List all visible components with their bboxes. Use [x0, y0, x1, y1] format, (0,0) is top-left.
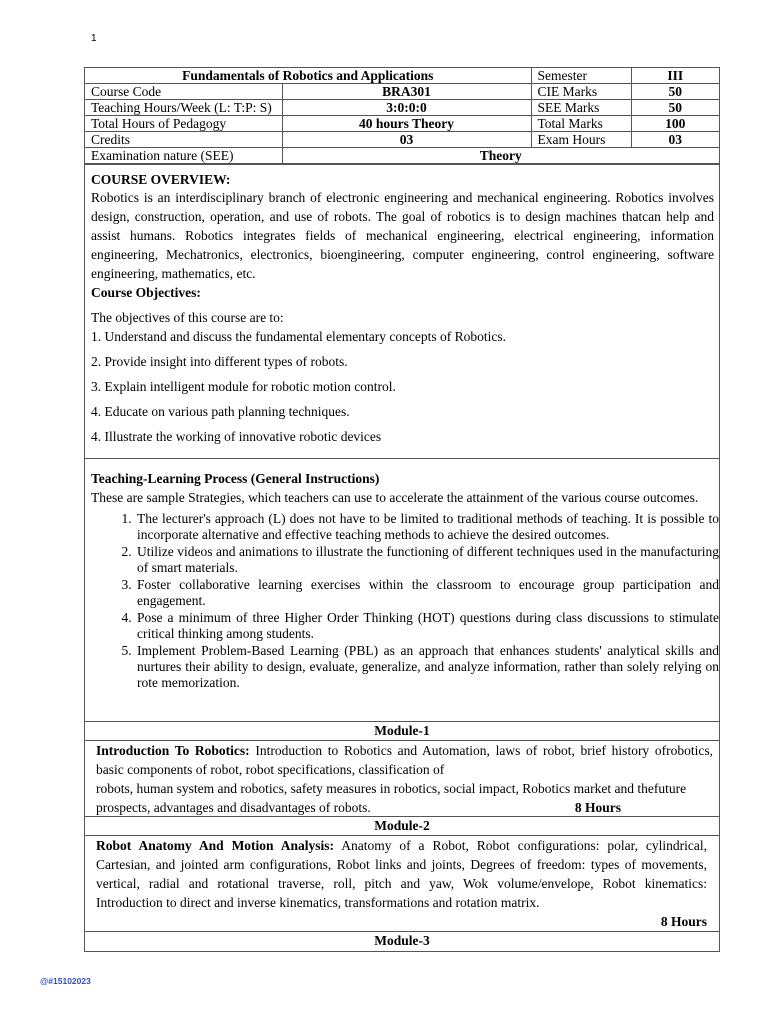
- cie-marks-value: 50: [631, 84, 719, 100]
- course-overview-section: [85, 164, 719, 458]
- objective-item: 3. Explain intelligent module for robotic motion control.: [91, 379, 396, 394]
- credits-label: Credits: [85, 132, 282, 148]
- pedagogy-hours-label: Total Hours of Pedagogy: [85, 116, 282, 132]
- module-1-heading: Module-1: [85, 721, 719, 741]
- module-3-heading: Module-3: [85, 931, 719, 950]
- exam-hours-value: 03: [631, 132, 719, 148]
- teaching-hours-value: 3:0:0:0: [282, 100, 531, 116]
- teaching-heading: Teaching-Learning Process (General Instructions): [91, 471, 380, 486]
- objectives-intro: The objectives of this course are to:: [91, 310, 284, 325]
- objective-item: 4. Illustrate the working of innovative robotic devices: [91, 429, 382, 444]
- total-marks-value: 100: [631, 116, 719, 132]
- module-2-content: [85, 836, 719, 931]
- teaching-learning-section: [85, 458, 719, 721]
- semester-value: III: [631, 68, 719, 84]
- strategy-item: 5. Implement Problem-Based Learning (PBL) as an approach that enhances students' analytical skills and nurtures their ability to design, evaluate, generalize, and analyze information, rather than solely relying on rote memorization.: [135, 643, 719, 691]
- module-2-heading: Module-2: [85, 816, 719, 836]
- pedagogy-hours-value: 40 hours Theory: [282, 116, 531, 132]
- syllabus-box: [84, 67, 720, 952]
- strategy-item: 2. Utilize videos and animations to illustrate the functioning of different techniques used in the manufacturing of smart materials.: [135, 544, 719, 576]
- strategy-item: 3. Foster collaborative learning exercises within the classroom to encourage group participation and engagement.: [135, 577, 719, 609]
- course-code-label: Course Code: [85, 84, 282, 100]
- footer-code: @#15102023: [40, 976, 91, 986]
- module-2-topic: Robot Anatomy And Motion Analysis:: [96, 838, 335, 853]
- cie-marks-label: CIE Marks: [531, 84, 631, 100]
- overview-heading: COURSE OVERVIEW:: [91, 172, 231, 187]
- objective-item: 4. Educate on various path planning techniques.: [91, 404, 350, 419]
- see-marks-value: 50: [631, 100, 719, 116]
- overview-text: Robotics is an interdisciplinary branch of electronic engineering and mechanical engineering. Robotics involves design, construction, operation, and use of robots. The goal of robotics is to design machines thatcan help and assist humans. Robotics integrates fields of mechanical engineering, electrical engineering, information engineering, Mechatronics, electronics, bioengineering, computer engineering, control engineering, software engineering, mathematics, etc.: [91, 190, 714, 281]
- exam-hours-label: Exam Hours: [531, 132, 631, 148]
- module-2-text: Anatomy of a Robot, Robot configurations: polar, cylindrical, Cartesian, and jointed arm configurations, Robot links and joints, Degrees of freedom: types of movements, vertical, radial and rotational traverse, roll, pitch and yaw, Wok volume/envelope, Robot kinematics: Introduction to direct and inverse kinematics, transformations and rotation matrix.: [96, 838, 707, 910]
- course-info-table: [85, 68, 719, 164]
- exam-nature-value: Theory: [282, 148, 719, 164]
- module-1-content: [85, 741, 719, 816]
- teaching-intro: These are sample Strategies, which teachers can use to accelerate the attainment of the various course outcomes.: [91, 490, 699, 505]
- objectives-heading: Course Objectives:: [91, 285, 201, 300]
- objective-item: 1. Understand and discuss the fundamental elementary concepts of Robotics.: [91, 329, 507, 344]
- teaching-hours-label: Teaching Hours/Week (L: T:P: S): [85, 100, 282, 116]
- credits-value: 03: [282, 132, 531, 148]
- course-title: Fundamentals of Robotics and Applications: [85, 68, 531, 84]
- module-1-topic: Introduction To Robotics:: [96, 743, 250, 758]
- module-1-text-1: Introduction to Robotics and Automation, laws of robot, brief history ofrobotics, basic components of robot, robot specifications, classification of: [96, 743, 713, 777]
- module-2-hours: 8 Hours: [660, 914, 707, 929]
- page-number: 1: [91, 33, 97, 44]
- strategy-item: 4. Pose a minimum of three Higher Order Thinking (HOT) questions during class discussions to stimulate critical thinking among students.: [135, 610, 719, 642]
- teaching-strategies-list: [91, 511, 719, 691]
- semester-label: Semester: [531, 68, 631, 84]
- module-1-hours: 8 Hours: [574, 800, 621, 815]
- objective-item: 2. Provide insight into different types of robots.: [91, 354, 348, 369]
- module-1-text-2: robots, human system and robotics, safety measures in robotics, social impact, Robotics market and thefuture prospects, advantages and disadvantages of robots.: [96, 781, 687, 815]
- strategy-item: 1. The lecturer's approach (L) does not have to be limited to traditional methods of teaching. It is possible to incorporate alternative and effective teaching methods to achieve the desired outcomes.: [135, 511, 719, 543]
- exam-nature-label: Examination nature (SEE): [85, 148, 282, 164]
- total-marks-label: Total Marks: [531, 116, 631, 132]
- course-code-value: BRA301: [282, 84, 531, 100]
- see-marks-label: SEE Marks: [531, 100, 631, 116]
